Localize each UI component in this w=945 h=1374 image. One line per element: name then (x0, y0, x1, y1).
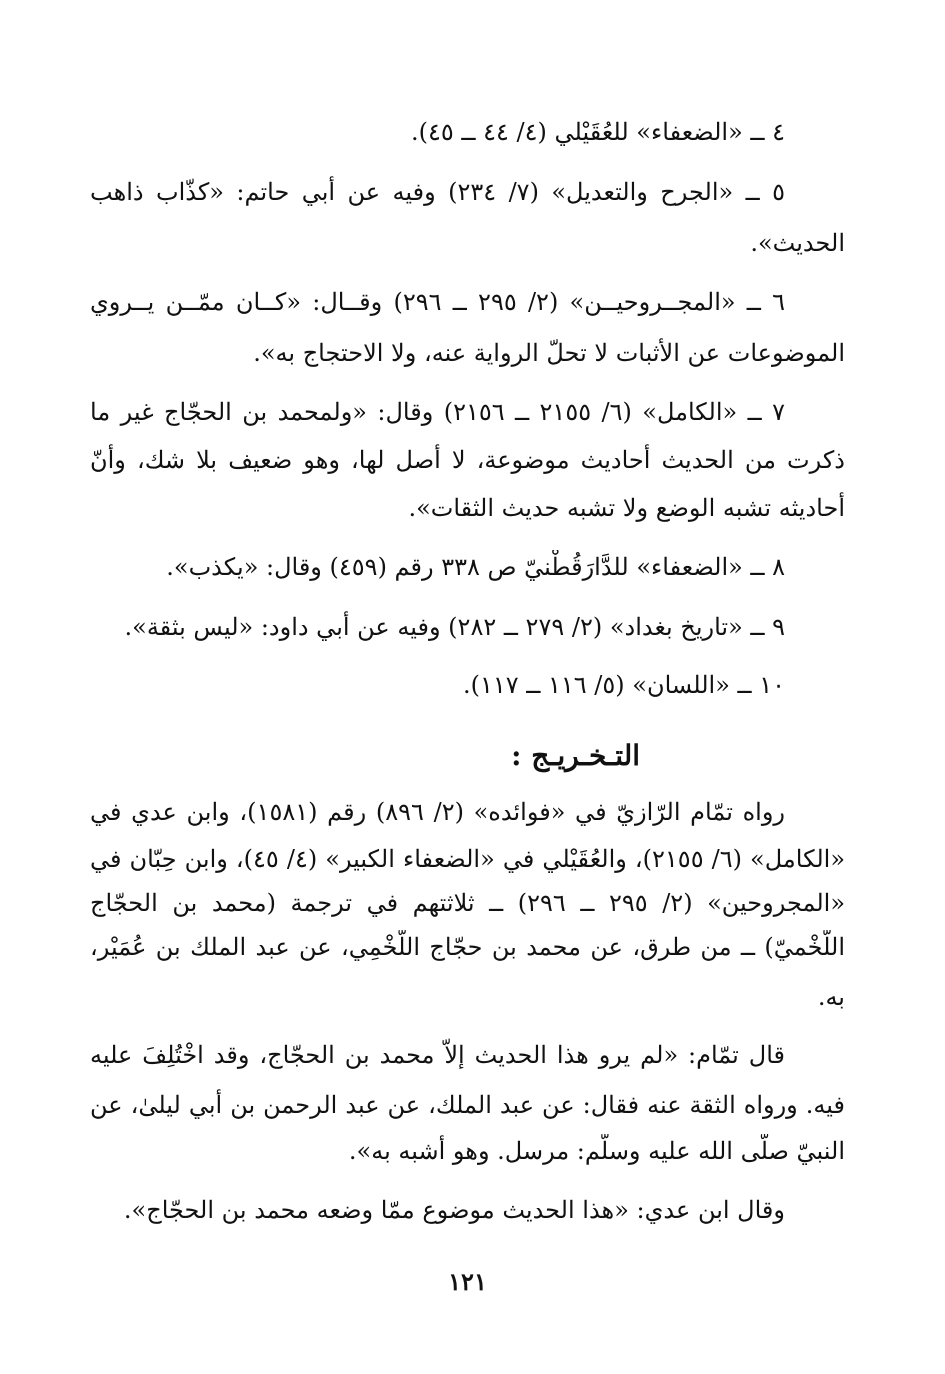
text-line-source-5: ٥ ــ «الجرح والتعديل» (٧/ ٢٣٤) وفيه عن أبي حاتم: «كذّاب ذاهب (90, 178, 785, 206)
text-line-source-7-cont-2: أحاديثه تشبه الوضع ولا تشبه حديث الثقات». (408, 494, 845, 522)
text-line-source-5-cont: الحديث». (750, 229, 845, 257)
text-line-source-10: ١٠ ــ «اللسان» (٥/ ١١٦ ــ ١١٧). (462, 671, 785, 699)
section-heading-takhrij: التـخـريـج : (511, 739, 640, 772)
text-line-tammam-2: فيه. ورواه الثقة عنه فقال: عن عبد الملك، عن عبد الرحمن بن أبي ليلىٰ، عن (90, 1091, 845, 1119)
text-line-takhrij-2: «الكامل» (٦/ ٢١٥٥)، والعُقَيْلي في «الضعفاء الكبير» (٤/ ٤٥)، وابن حِبّان في (90, 845, 845, 873)
text-line-source-7: ٧ ــ «الكامل» (٦/ ٢١٥٥ ــ ٢١٥٦) وقال: «ولمحمد بن الحجّاج غير ما (90, 398, 785, 426)
text-line-source-4: ٤ ــ «الضعفاء» للعُقَيْلي (٤/ ٤٤ ــ ٤٥). (411, 118, 785, 146)
document-page (90, 0, 845, 1374)
text-line-source-8: ٨ ــ «الضعفاء» للدَّارَقُطْنيّ ص ٣٣٨ رقم (٤٥٩) وقال: «يكذب». (166, 553, 785, 581)
text-line-source-9: ٩ ــ «تاريخ بغداد» (٢/ ٢٧٩ ــ ٢٨٢) وفيه عن أبي داود: «ليس بثقة». (124, 613, 785, 641)
text-line-source-7-cont-1: ذكرت من الحديث أحاديث موضوعة، لا أصل لها، وهو ضعيف بلا شك، وأنّ (90, 446, 845, 474)
text-line-tammam-1: قال تمّام: «لم يرو هذا الحديث إلاّ محمد بن الحجّاج، وقد اخْتُلِفَ عليه (90, 1041, 785, 1069)
text-line-takhrij-3: «المجروحين» (٢/ ٢٩٥ ــ ٢٩٦) ــ ثلاثتهم في ترجمة (محمد بن الحجّاج (90, 889, 845, 917)
text-line-source-6-cont: الموضوعات عن الأثبات لا تحلّ الرواية عنه، ولا الاحتجاج به». (253, 339, 845, 367)
text-line-takhrij-4: اللَّخْميّ) ــ من طرق، عن محمد بن حجّاج اللَّخْمِي، عن عبد الملك بن عُمَيْر، (90, 933, 845, 961)
text-line-takhrij-1: رواه تمّام الرّازيّ في «فوائده» (٢/ ٨٩٦) رقم (١٥٨١)، وابن عدي في (90, 798, 785, 826)
text-line-takhrij-5: به. (817, 983, 845, 1011)
text-line-tammam-3: النبيّ صلّى الله عليه وسلّم: مرسل. وهو أشبه به». (348, 1137, 845, 1165)
text-line-source-6: ٦ ــ «المجــروحيــن» (٢/ ٢٩٥ ــ ٢٩٦) وقــال: «كــان ممّــن يــروي (90, 288, 785, 316)
page-number: ١٢١ (448, 1267, 487, 1296)
text-line-ibn-adi: وقال ابن عدي: «هذا الحديث موضوع ممّا وضعه محمد بن الحجّاج». (123, 1196, 785, 1224)
